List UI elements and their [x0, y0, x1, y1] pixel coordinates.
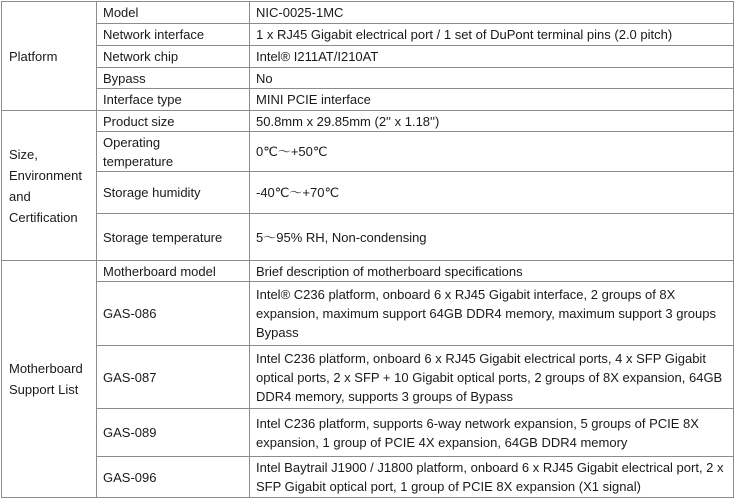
- row-value: Intel® C236 platform, onboard 6 x RJ45 Gigabit interface, 2 groups of 8X expansion, maximum support 64GB DDR4 memory, maximum support 3 groups Bypass: [250, 282, 734, 346]
- group-size-environment: Size, Environment and Certification: [2, 111, 97, 261]
- row-label: Network interface: [97, 24, 250, 46]
- table-row: [2, 89, 734, 111]
- row-label: Storage temperature: [97, 214, 250, 261]
- table-row: [2, 2, 734, 24]
- row-value: Intel® I211AT/I210AT: [250, 46, 734, 68]
- row-value: Intel C236 platform, onboard 6 x RJ45 Gigabit electrical ports, 4 x SFP Gigabit optical ports, 2 x SFP + 10 Gigabit optical ports, 2 groups of 8X expansion, 64GB DDR4 memory, supports 3 groups of Bypass: [250, 346, 734, 409]
- table-row: [2, 346, 734, 409]
- row-value: 1 x RJ45 Gigabit electrical port / 1 set of DuPont terminal pins (2.0 pitch): [250, 24, 734, 46]
- row-value: 5～95% RH, Non-condensing: [250, 214, 734, 261]
- row-value: Intel C236 platform, supports 6-way network expansion, 5 groups of PCIE 8X expansion, 1 group of PCIE 4X expansion, 64GB DDR4 memory: [250, 409, 734, 457]
- table-row: [2, 68, 734, 89]
- row-label: Storage humidity: [97, 172, 250, 214]
- table-row: [2, 214, 734, 261]
- row-label: Bypass: [97, 68, 250, 89]
- row-label: GAS-086: [97, 282, 250, 346]
- row-label: GAS-096: [97, 457, 250, 498]
- row-value: MINI PCIE interface: [250, 89, 734, 111]
- row-value: 50.8mm x 29.85mm (2'' x 1.18''): [250, 111, 734, 132]
- row-value: -40℃～+70℃: [250, 172, 734, 214]
- row-value: Intel Baytrail J1900 / J1800 platform, onboard 6 x RJ45 Gigabit electrical port, 2 x SFP Gigabit optical port, 1 group of PCIE 8X expansion (X1 signal): [250, 457, 734, 498]
- row-label: Interface type: [97, 89, 250, 111]
- row-label: GAS-087: [97, 346, 250, 409]
- table-row: [2, 46, 734, 68]
- table-row: [2, 261, 734, 282]
- row-value: No: [250, 68, 734, 89]
- row-label: GAS-089: [97, 409, 250, 457]
- row-label: Product size: [97, 111, 250, 132]
- row-value: NIC-0025-1MC: [250, 2, 734, 24]
- table-row: [2, 409, 734, 457]
- table-row: [2, 172, 734, 214]
- row-label: Operating temperature: [97, 132, 250, 172]
- table-row: [2, 457, 734, 498]
- group-platform: Platform: [2, 2, 97, 111]
- row-label: Model: [97, 2, 250, 24]
- row-value: 0℃～+50℃: [250, 132, 734, 172]
- group-motherboard-support: Motherboard Support List: [2, 261, 97, 498]
- specification-table: [1, 1, 734, 498]
- table-row: [2, 132, 734, 172]
- table-row: [2, 282, 734, 346]
- row-label: Motherboard model: [97, 261, 250, 282]
- row-value: Brief description of motherboard specifications: [250, 261, 734, 282]
- table-row: [2, 111, 734, 132]
- row-label: Network chip: [97, 46, 250, 68]
- table-row: [2, 24, 734, 46]
